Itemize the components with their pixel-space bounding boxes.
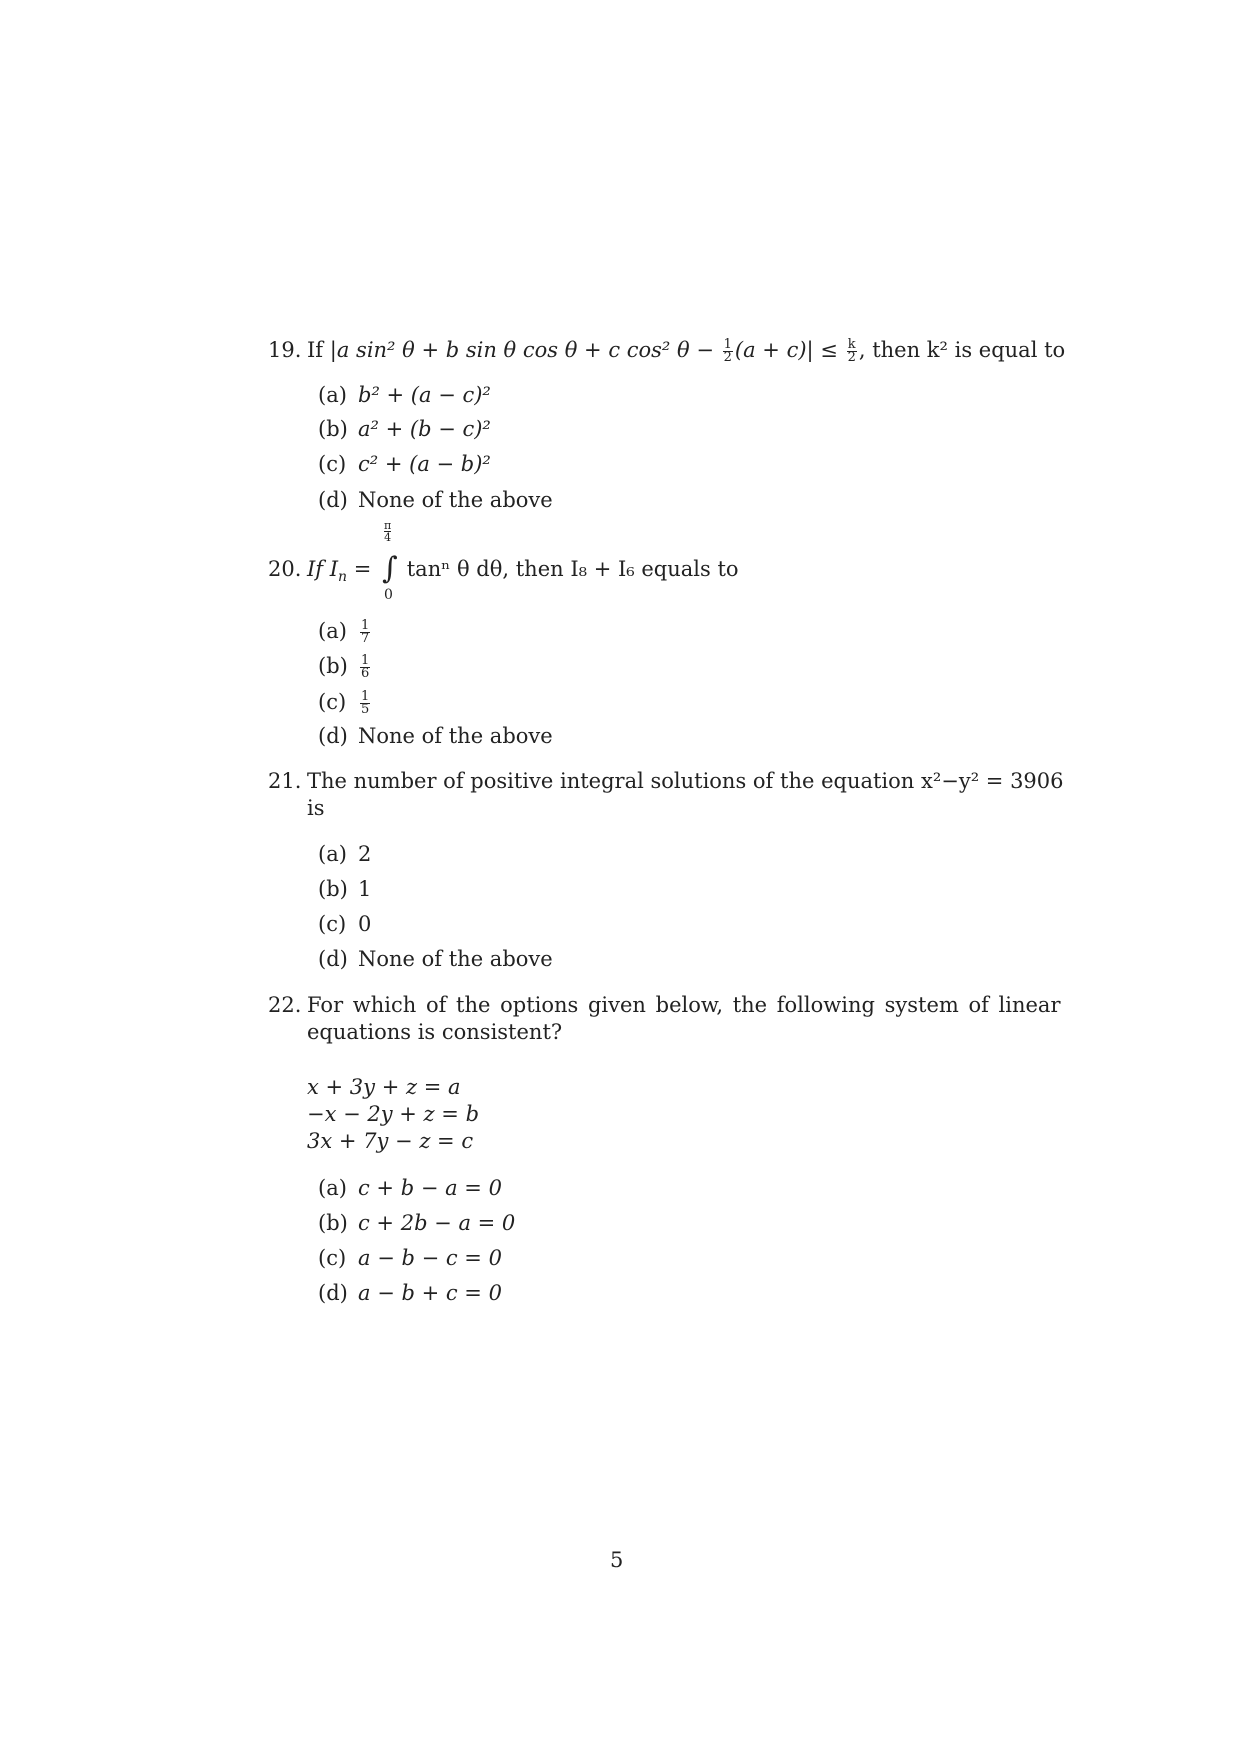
q21-option-c	[318, 911, 371, 937]
q21-stem-line2: is	[307, 796, 325, 820]
q19-option-b	[318, 416, 491, 442]
q20-option-b	[318, 653, 372, 680]
q20-option-b-label: (b)	[318, 654, 348, 678]
q19-stem-formula: |a sin² θ + b sin θ cos θ + c cos² θ −	[329, 338, 714, 362]
q20-stem-eq: =	[347, 557, 372, 581]
q20-option-c-den: 5	[361, 702, 370, 717]
q19-option-d	[318, 487, 553, 513]
q19-k-num: k	[847, 337, 856, 352]
q20-option-c-label: (c)	[318, 690, 347, 714]
q19-option-b-text: a² + (b − c)²	[358, 417, 491, 441]
q19-option-b-label: (b)	[318, 417, 348, 441]
q22-option-c-label: (c)	[318, 1246, 347, 1270]
q20-stem-sub: n	[338, 569, 348, 586]
q22-equation-2-text: −x − 2y + z = b	[307, 1102, 480, 1126]
q21-option-b-label: (b)	[318, 877, 348, 901]
q19-stem-tail: , then k² is equal to	[858, 338, 1066, 362]
integral-sign	[378, 518, 400, 603]
q19-option-d-label: (d)	[318, 488, 348, 512]
q22-option-a	[318, 1175, 502, 1201]
q20-option-a	[318, 618, 372, 645]
q19-option-a	[318, 382, 491, 408]
q19-stem-intro: If	[307, 338, 324, 362]
q22-equation-1-text: x + 3y + z = a	[307, 1075, 461, 1099]
q21-option-b-text: 1	[358, 877, 372, 901]
q22-equation-3-text: 3x + 7y − z = c	[307, 1129, 474, 1153]
q21-option-a-text: 2	[358, 842, 372, 866]
integral-symbol-icon: ∫	[382, 550, 398, 586]
q19-half-fraction	[723, 339, 733, 364]
q20-upper-limit	[384, 520, 391, 543]
q20-option-d-label: (d)	[318, 724, 348, 748]
q21-number: 21.	[268, 769, 302, 793]
q19-option-c	[318, 451, 491, 477]
q22-number: 22.	[268, 993, 302, 1017]
q20-option-a-num: 1	[361, 618, 370, 633]
q19-option-a-label: (a)	[318, 383, 347, 407]
q20-stem	[307, 518, 739, 603]
q20-option-a-fraction	[360, 620, 370, 645]
q20-stem-lead: If I	[307, 557, 339, 581]
page-number: 5	[610, 1548, 624, 1572]
q20-option-a-den: 7	[361, 631, 370, 646]
q19-number: 19.	[268, 338, 302, 362]
q22-option-a-text: c + b − a = 0	[358, 1176, 502, 1200]
q22-equation-1	[307, 1074, 461, 1100]
q22-stem-line2: equations is consistent?	[307, 1020, 563, 1044]
q22-option-d-text: a − b + c = 0	[358, 1281, 502, 1305]
q21-option-d-label: (d)	[318, 947, 348, 971]
q20-lower-limit: 0	[384, 586, 393, 603]
q19-k-fraction	[847, 339, 857, 364]
q20-option-d	[318, 723, 553, 749]
q19-stem-formula-mid: (a + c)| ≤	[734, 338, 838, 362]
q21-option-c-text: 0	[358, 912, 372, 936]
q21-option-d-text: None of the above	[358, 947, 553, 971]
q20-option-c	[318, 689, 372, 716]
q20-option-c-num: 1	[361, 689, 370, 704]
q22-option-c	[318, 1245, 502, 1271]
q22-stem-line1: For which of the options given below, the following system of linear	[307, 993, 1061, 1017]
q20-upper-den: 4	[384, 530, 392, 544]
q20-option-b-den: 6	[361, 666, 370, 681]
q22-option-d	[318, 1280, 502, 1306]
q20-option-b-fraction	[360, 655, 370, 680]
q21-option-d	[318, 946, 553, 972]
q22-option-d-label: (d)	[318, 1281, 348, 1305]
q21-option-a-label: (a)	[318, 842, 347, 866]
q19-half-num: 1	[723, 337, 732, 352]
q19-option-d-text: None of the above	[358, 488, 553, 512]
q20-stem-body: tanⁿ θ dθ, then I₈ + I₆ equals to	[406, 557, 739, 581]
q22-option-a-label: (a)	[318, 1176, 347, 1200]
q20-option-a-label: (a)	[318, 619, 347, 643]
q20-upper-num: π	[384, 518, 392, 532]
q20-option-c-fraction	[360, 691, 370, 716]
q21-option-b	[318, 876, 371, 902]
q19-stem	[307, 337, 1065, 364]
q22-equation-2	[307, 1101, 479, 1127]
q20-option-d-text: None of the above	[358, 724, 553, 748]
q22-option-b-text: c + 2b − a = 0	[358, 1211, 516, 1235]
q22-option-b-label: (b)	[318, 1211, 348, 1235]
q19-option-a-text: b² + (a − c)²	[358, 383, 491, 407]
q22-option-b	[318, 1210, 515, 1236]
q19-option-c-label: (c)	[318, 452, 347, 476]
q19-option-c-text: c² + (a − b)²	[358, 452, 491, 476]
q20-number: 20.	[268, 557, 302, 581]
q20-option-b-num: 1	[361, 653, 370, 668]
q21-option-c-label: (c)	[318, 912, 347, 936]
q22-equation-3	[307, 1128, 473, 1154]
q19-half-den: 2	[723, 350, 732, 365]
q21-option-a	[318, 841, 371, 867]
q19-k-den: 2	[847, 350, 856, 365]
q22-option-c-text: a − b − c = 0	[358, 1246, 502, 1270]
q21-stem-line1: The number of positive integral solutions of the equation x²−y² = 3906	[307, 769, 1064, 793]
